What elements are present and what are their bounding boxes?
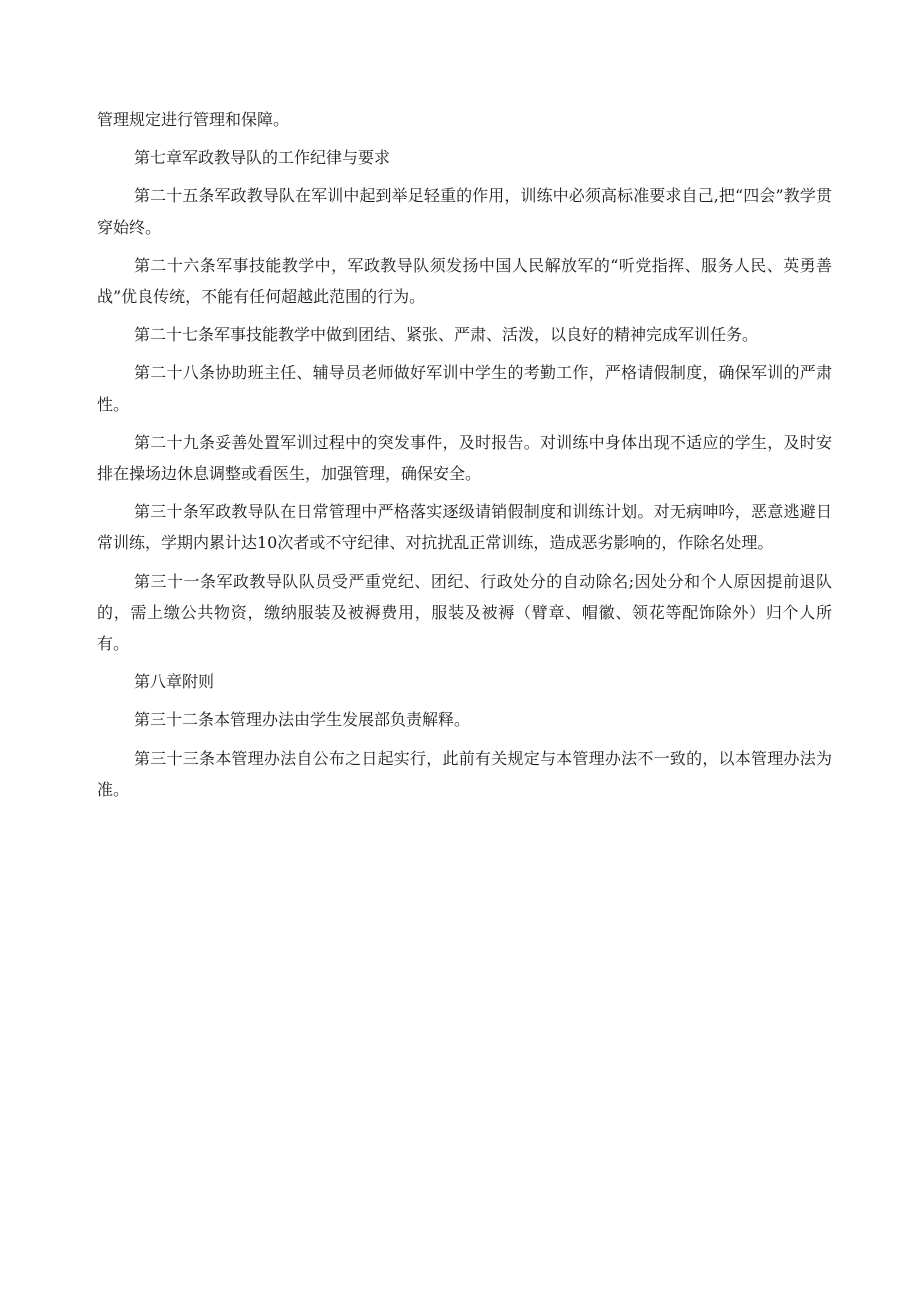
- article-33: 第三十三条本管理办法自公布之日起实行，此前有关规定与本管理办法不一致的，以本管理办法为准。: [97, 748, 832, 799]
- article-26: 第二十六条军事技能教学中，军政教导队须发扬中国人民解放军的“听党指挥、服务人民、英勇善战”优良传统，不能有任何超越此范围的行为。: [97, 255, 832, 307]
- chapter-8-heading: 第八章附则: [134, 672, 215, 692]
- article-28: 第二十八条协助班主任、辅导员老师做好军训中学生的考勤工作，严格请假制度，确保军训的严肃性。: [97, 363, 832, 414]
- article-25: 第二十五条军政教导队在军训中起到举足轻重的作用，训练中必须高标准要求自己,把“四会”教学贯穿始终。: [97, 186, 832, 237]
- article-32: 第三十二条本管理办法由学生发展部负责解释。: [134, 710, 471, 730]
- document-page: [97, 104, 832, 812]
- continued-paragraph: 管理规定进行管理和保障。: [97, 110, 290, 129]
- article-31: 第三十一条军政教导队队员受严重党纪、团纪、行政处分的自动除名;因处分和个人原因提前退队的，需上缴公共物资，缴纳服装及被褥费用，服装及被褥（臂章、帽徽、领花等配饰除外）归个人所有。: [97, 571, 832, 654]
- article-29: 第二十九条妥善处置军训过程中的突发事件，及时报告。对训练中身体出现不适应的学生，及时安排在操场边休息调整或看医生，加强管理，确保安全。: [97, 432, 832, 484]
- article-30: 第三十条军政教导队在日常管理中严格落实逐级请销假制度和训练计划。对无病呻吟，恶意逃避日常训练，学期内累计达10次者或不守纪律、对抗扰乱正常训练，造成恶劣影响的，作除名处理。: [97, 502, 832, 553]
- chapter-7-heading: 第七章军政教导队的工作纪律与要求: [134, 148, 391, 168]
- article-27: 第二十七条军事技能教学中做到团结、紧张、严肃、活泼，以良好的精神完成军训任务。: [134, 325, 759, 345]
